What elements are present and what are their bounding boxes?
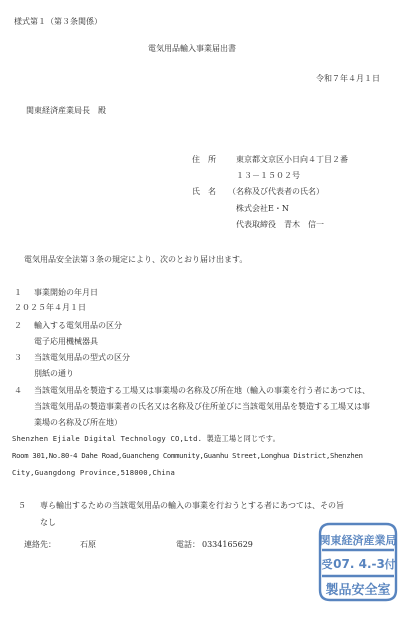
item-3-number: ３ bbox=[14, 353, 22, 362]
phone-number: 0334165629 bbox=[202, 540, 253, 549]
stamp-top-text: 関東経済産業局 bbox=[319, 534, 397, 547]
stamp-right-char: 付 bbox=[384, 558, 396, 571]
item-4-number: ４ bbox=[14, 386, 22, 395]
stamp-bottom-text: 製品安全室 bbox=[325, 583, 391, 598]
name-label: 氏 名 bbox=[192, 187, 216, 196]
address-label: 住 所 bbox=[192, 155, 216, 164]
item-1-value: ２０２５年４月１日 bbox=[14, 303, 86, 312]
address-line-1: 東京都文京区小日向４丁目２番 bbox=[236, 155, 348, 164]
contact-name: 石原 bbox=[80, 540, 96, 549]
stamp-left-char: 受 bbox=[321, 558, 333, 571]
item-2-value: 電子応用機械器具 bbox=[34, 337, 98, 346]
address-line-2: １３－１５０２号 bbox=[236, 171, 300, 180]
contact-label: 連絡先： bbox=[24, 540, 56, 549]
document-title: 電気用品輸入事業届出書 bbox=[148, 44, 236, 53]
item-4-heading-line-1: 当該電気用品を製造する工場又は事業場の名称及び所在地（輸入の事業を行う者にあつては、 bbox=[34, 386, 370, 395]
item-3-value: 別紙の通り bbox=[34, 369, 74, 378]
item-5-number: ５ bbox=[18, 501, 26, 510]
name-note: （名称及び代表者の氏名） bbox=[228, 187, 324, 196]
statement-text: 電気用品安全法第３条の規定により、次のとおり届け出ます。 bbox=[24, 255, 248, 264]
item-2-heading: 輸入する電気用品の区分 bbox=[34, 321, 122, 330]
item-4-heading-line-3: 業場の名称及び所在地） bbox=[34, 418, 122, 427]
item-4-heading-line-2: 当該電気用品の製造事業者の氏名又は名称及び住所並びに当該電気用品を製造する工場又は事 bbox=[34, 402, 370, 411]
addressee: 関東経済産業局長 殿 bbox=[26, 106, 106, 115]
receipt-stamp bbox=[316, 520, 400, 604]
item-5-value: なし bbox=[40, 518, 56, 527]
item-5-heading: 専ら輸出するための当該電気用品の輸入の事業を行おうとする者にあつては、その旨 bbox=[40, 501, 344, 510]
item-1-number: １ bbox=[14, 288, 22, 297]
item-4-address-line-2: City,Guangdong Province,518000,China bbox=[12, 468, 175, 477]
representative-name: 代表取締役 青木 信一 bbox=[236, 220, 324, 229]
item-3-heading: 当該電気用品の型式の区分 bbox=[34, 353, 130, 362]
company-name: 株式会社E・N bbox=[236, 204, 289, 213]
phone-label: 電話： bbox=[176, 540, 200, 549]
item-4-manufacturer: Shenzhen Ejiale Digital Technology CO,Ltd. 製造工場と同じです。 bbox=[12, 434, 280, 443]
item-1-heading: 事業開始の年月日 bbox=[34, 288, 98, 297]
form-number: 様式第１（第３条関係） bbox=[14, 17, 102, 26]
item-2-number: ２ bbox=[14, 321, 22, 330]
submission-date: 令和７年４月１日 bbox=[316, 74, 380, 83]
stamp-date: 07. 4.-3 bbox=[333, 557, 385, 571]
item-4-address-line-1: Room 301,No.80-4 Dahe Road,Guancheng Community,Guanhu Street,Longhua District,Shenzhen bbox=[12, 451, 363, 460]
